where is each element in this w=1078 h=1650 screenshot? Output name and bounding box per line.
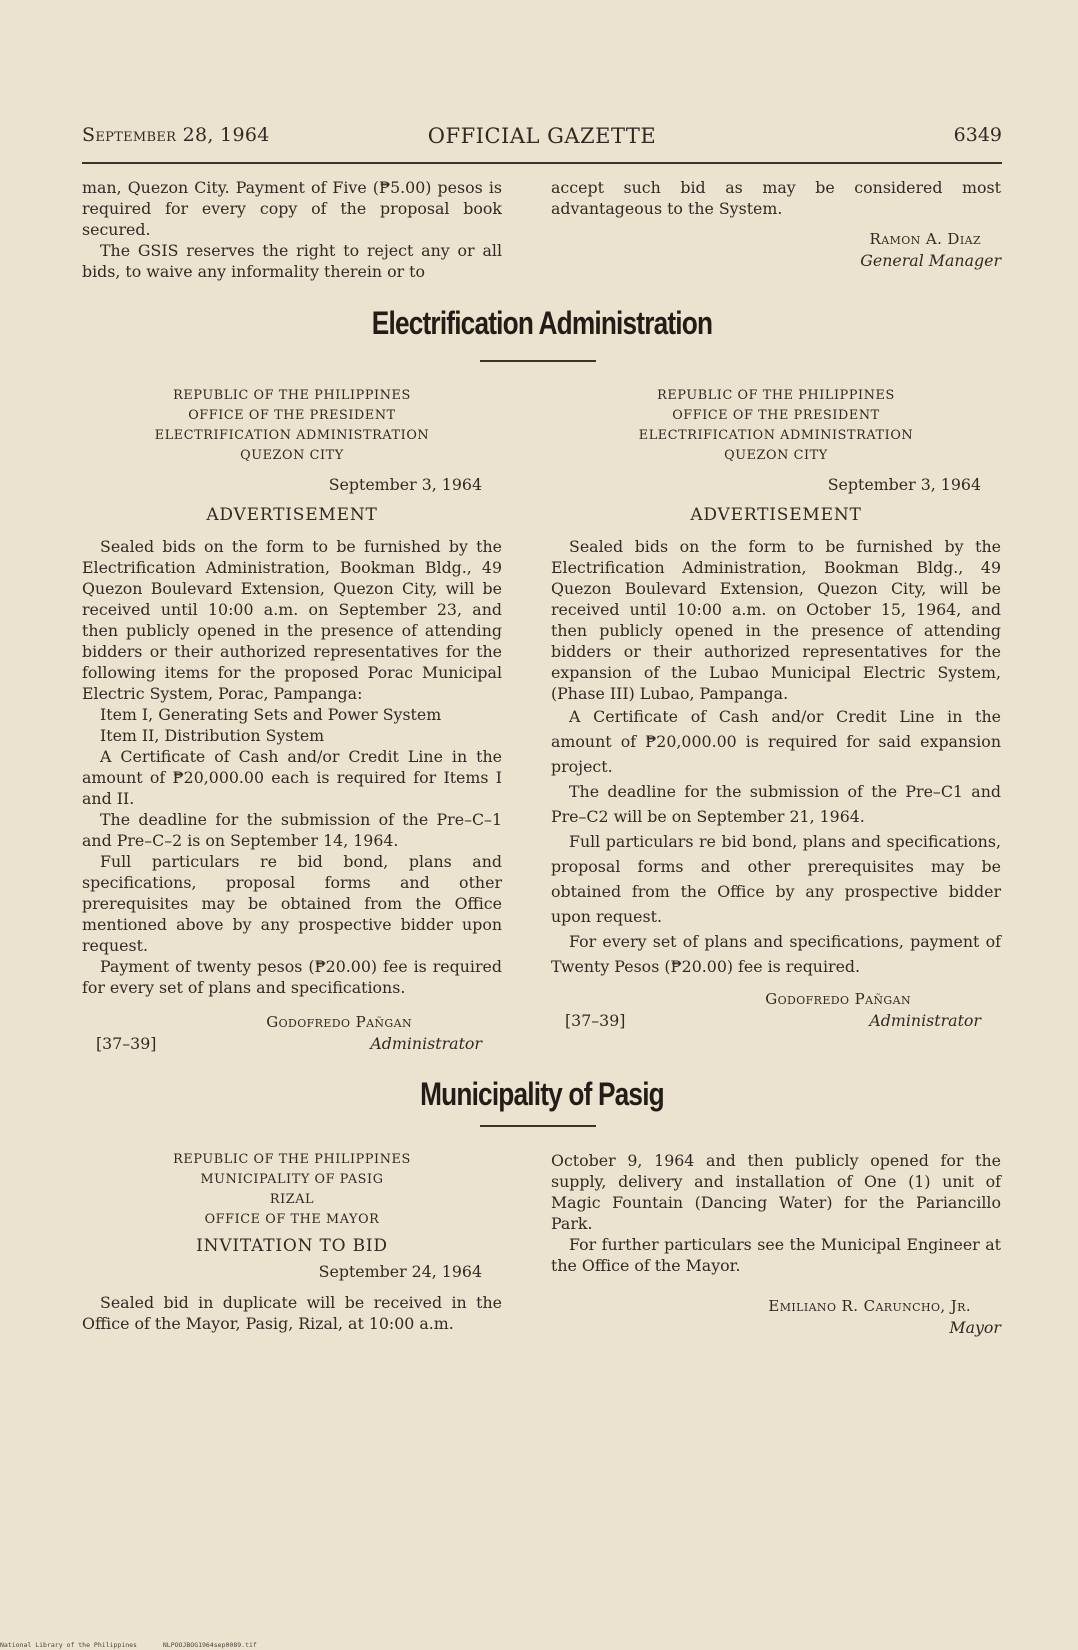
issuer-line: REPUBLIC OF THE PHILIPPINES [173,1152,411,1167]
signer-name: Godofredo Pañgan [266,1013,412,1031]
notice-paragraph: Payment of twenty pesos (₱20.00) fee is required for every set of plans and specifications. [82,957,502,997]
signature-row [551,1010,1001,1032]
notice-paragraph: For further particulars see the Municipal Engineer at the Office of the Mayor. [551,1235,1001,1275]
scan-footer [0,1641,279,1649]
notice-paragraph: October 9, 1964 and then publicly opened for the supply, delivery and installation of One (1) unit of Magic Fountain (Dancing Water) for the Pariancillo Park. [551,1151,1001,1233]
issuer-line: REPUBLIC OF THE PHILIPPINES [657,388,895,403]
issuer-line: MUNICIPALITY OF PASIG [200,1172,384,1187]
notice-date: September 3, 1964 [827,475,981,494]
section-title-electrification: Electrification Administration [371,305,713,341]
notice-paragraph: For every set of plans and specifications, payment of Twenty Pesos (₱20.00) fee is required. [551,932,1001,976]
ea-advertisement-lubao [551,386,1001,1032]
pasig-invitation-right [551,1150,1001,1338]
gsis-paragraph: The GSIS reserves the right to reject any or all bids, to waive any informality therein or to [82,241,502,281]
item-line: Item I, Generating Sets and Power System [100,705,442,724]
notice-paragraph: A Certificate of Cash and/or Credit Line in the amount of ₱20,000.00 each is required for Items I and II. [82,747,502,808]
notice-heading: INVITATION TO BID [196,1236,388,1256]
notice-paragraph: The deadline for the submission of the Pre–C–1 and Pre–C–2 is on September 14, 1964. [82,810,502,850]
library-credit: National Library of the Philippines [0,1641,137,1649]
item-line: Item II, Distribution System [100,726,325,745]
section-rule [480,1125,596,1127]
issue-date: September 28, 1964 [82,124,270,146]
gsis-continuation-right [551,177,1001,271]
issuer-line: REPUBLIC OF THE PHILIPPINES [173,388,411,403]
signer-name: Godofredo Pañgan [765,990,911,1008]
page-number: 6349 [953,124,1002,146]
notice-heading: ADVERTISEMENT [206,505,378,525]
notice-paragraph: Full particulars re bid bond, plans and specifications, proposal forms and other prerequisites may be obtained from the Office by any prospective bidder upon request. [551,832,1001,926]
notice-paragraph: Sealed bids on the form to be furnished by the Electrification Administration, Bookman Bldg., 49 Quezon Boulevard Extension, Quezon City, will be received until 10:00 a.m. on September 23, and then publicly opened in the presence of attending bidders or their authorized representatives for the following items for the proposed Porac Municipal Electric System, Porac, Pampanga: [82,537,502,703]
notice-paragraph: Sealed bids on the form to be furnished by the Electrification Administration, Bookman Bldg., 49 Quezon Boulevard Extension, Quezon City, will be received until 10:00 a.m. on October 15, 1964, and then publicly opened in the presence of attending bidders or their authorized representatives for the expansion of the Lubao Municipal Electric System, (Phase III) Lubao, Pampanga. [551,537,1001,703]
notice-paragraph: The deadline for the submission of the Pre–C1 and Pre–C2 will be on September 21, 1964. [551,782,1001,826]
notice-date: September 24, 1964 [318,1262,482,1281]
issuer-line: QUEZON CITY [240,448,344,463]
signer-role: Administrator [370,1034,482,1053]
gsis-paragraph: man, Quezon City. Payment of Five (₱5.00) pesos is required for every copy of the proposal book secured. [82,178,502,239]
signer-role: Mayor [949,1318,1001,1337]
gazette-title: OFFICIAL GAZETTE [427,124,657,148]
pasig-invitation-left [82,1150,502,1334]
issue-reference: [37–39] [96,1034,157,1053]
issuer-block [82,1150,502,1230]
signer-name: Emiliano R. Caruncho, Jr. [768,1297,971,1315]
issuer-line: OFFICE OF THE MAYOR [204,1212,380,1227]
issuer-line: ELECTRIFICATION ADMINISTRATION [638,428,914,443]
issuer-line: ELECTRIFICATION ADMINISTRATION [154,428,430,443]
notice-paragraph: Full particulars re bid bond, plans and specifications, proposal forms and other prerequisites may be obtained from the Office mentioned above by any prospective bidder upon request. [82,852,502,955]
section-rule [480,360,596,362]
notice-date: September 3, 1964 [328,475,482,494]
issuer-block [82,386,502,466]
scan-filename: NLPOOJBOG1964sep0089.tif [162,1641,257,1649]
gsis-signer: Ramon A. Diaz [869,230,981,248]
notice-heading: ADVERTISEMENT [690,505,862,525]
header-rule [82,162,1002,164]
gsis-signer-role: General Manager [860,251,1001,270]
signer-role: Administrator [869,1011,981,1030]
gsis-paragraph: accept such bid as may be considered most advantageous to the System. [551,178,1001,218]
issuer-line: OFFICE OF THE PRESIDENT [672,408,880,423]
ea-advertisement-porac [82,386,502,1055]
notice-paragraph: Sealed bid in duplicate will be received in the Office of the Mayor, Pasig, Rizal, at 10:00 a.m. [82,1293,502,1333]
gsis-continuation-left [82,177,502,282]
section-title-pasig: Municipality of Pasig [420,1076,664,1112]
issue-reference: [37–39] [565,1011,626,1030]
issuer-line: QUEZON CITY [724,448,828,463]
signature-row [82,1033,502,1055]
issuer-block [551,386,1001,466]
issuer-line: RIZAL [269,1192,315,1207]
notice-paragraph: A Certificate of Cash and/or Credit Line in the amount of ₱20,000.00 is required for said expansion project. [551,707,1001,776]
page-header [82,124,1002,158]
issuer-line: OFFICE OF THE PRESIDENT [188,408,396,423]
